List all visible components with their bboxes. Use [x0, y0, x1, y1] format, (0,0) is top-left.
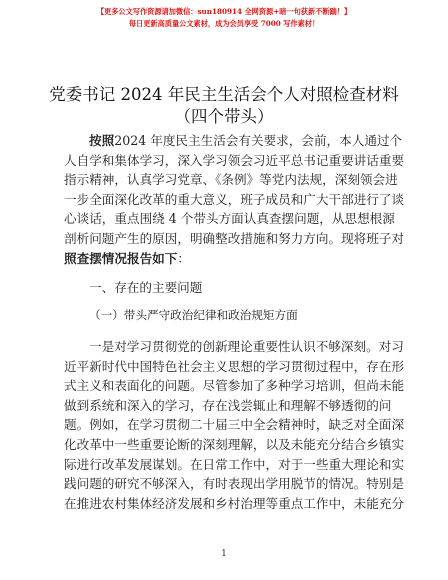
banner-line-2: 每日更新高质量公文素材，成为会员享受 7000 写作素材！	[128, 19, 320, 28]
intro-line-2: 人自学和集体学习，深入学习领会习近平总书记重要讲话重要	[64, 152, 405, 168]
intro-line-3: 指示精神，认真学习党章、《条例》等党内法规，深刻领会进	[64, 172, 398, 188]
para2-line-6: 化改革中一些重要论断的深刻理解，以及未能充分结合乡镇实	[64, 436, 405, 452]
intro-line-7	[64, 249, 386, 269]
section-heading-1	[64, 278, 386, 297]
title-line-1: 党委书记 2024 年民主生活会个人对照检查材料	[49, 85, 399, 104]
intro-last-prefix: 照查摆情况报告如下	[64, 250, 178, 266]
para2-line-4: 做到系统和深入的学习，存在浅尝辄止和理解不够透彻的问	[64, 397, 392, 413]
header-banner	[0, 6, 448, 30]
intro-line-1-text: 2024 年度民主生活会有关要求，会前，本人通过个	[114, 133, 403, 148]
title-line-2: （四个带头）	[174, 107, 274, 126]
body-paragraph-2	[64, 337, 405, 513]
document-title	[0, 84, 448, 128]
para2-line-1: 一是对学习贯彻党的创新理论重要性认识不够深刻。对习	[89, 339, 404, 354]
intro-last-suffix: ：	[177, 250, 190, 266]
intro-line-5: 心谈话，重点围绕 4 个带头方面认真查摆问题，从思想根源	[64, 211, 395, 227]
page-number: 1	[221, 549, 227, 559]
para2-line-7: 际进行改革发展谋划。在日常工作中，对于一些重大理论和实	[64, 456, 405, 472]
para2-line-5: 题。例如，在学习贯彻二十届三中全会精神时，缺乏对全面深	[64, 417, 405, 433]
intro-line-1	[64, 131, 403, 151]
subsection-1-heading: （一）带头严守政治纪律和政治规矩方面	[89, 308, 298, 322]
intro-line-6: 剖析问题产生的原因，明确整改措施和努力方向。现将班子对	[64, 230, 405, 246]
intro-paragraph	[64, 131, 405, 268]
para2-line-8: 践问题的研究不够深入，有时表现出学用脱节的情况。特别是	[64, 476, 405, 492]
para2-line-2: 近平新时代中国特色社会主义思想的学习贯彻过程中，存在形	[64, 358, 405, 374]
intro-line-4: 一步全面深化改革的重大意义，班子成员和广大干部进行了谈	[64, 191, 405, 207]
para2-line-3: 式主义和表面化的问题。尽管参加了多种学习培训，但尚未能	[64, 378, 405, 394]
section-1-heading: 一、存在的主要问题	[89, 280, 203, 295]
para2-line-9: 在推进农村集体经济发展和乡村治理等重点工作中，未能充分	[64, 495, 405, 511]
subsection-heading-1	[64, 306, 386, 325]
intro-lead: 按照	[89, 133, 115, 148]
banner-line-1: 【更多公文写作资源请加微信：sun180914 全网资源+暗一句获新不断踹！】	[96, 7, 352, 16]
